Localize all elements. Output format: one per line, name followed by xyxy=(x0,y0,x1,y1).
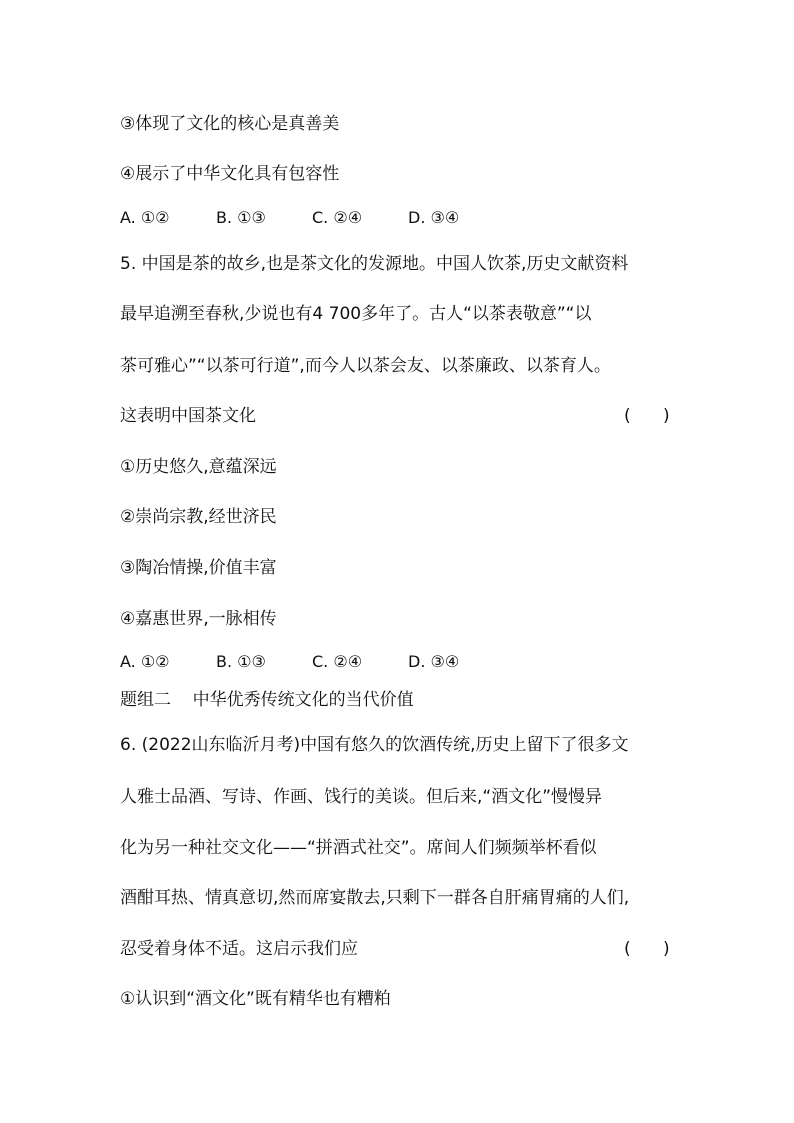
q4-option-c: C. ②④ xyxy=(312,208,363,227)
q4-option-b: B. ①③ xyxy=(216,208,266,227)
q5-item-4: ④嘉惠世界,一脉相传 xyxy=(120,609,277,629)
q5-stem-line-2: 最早追溯至春秋,少说也有4 700多年了。古人“以茶表敬意”“以 xyxy=(120,304,592,324)
q5-stem-line-3: 茶可雅心”“以茶可行道”,而今人以茶会友、以茶廉政、以茶育人。 xyxy=(120,356,611,376)
q4-option-d: D. ③④ xyxy=(408,208,460,227)
q6-answer-blank: ( ) xyxy=(624,939,670,959)
group-2-heading: 题组二 中华优秀传统文化的当代价值 xyxy=(120,690,414,710)
q6-stem-line-1: 6. (2022山东临沂月考)中国有悠久的饮酒传统,历史上留下了很多文 xyxy=(120,735,629,755)
q5-stem-line-4: 这表明中国茶文化 xyxy=(120,406,256,426)
q5-item-2: ②崇尚宗教,经世济民 xyxy=(120,507,277,527)
q5-option-b: B. ①③ xyxy=(216,652,266,671)
q5-answer-blank: ( ) xyxy=(624,406,670,426)
q5-option-d: D. ③④ xyxy=(408,652,460,671)
q6-stem-line-3: 化为另一种社交文化——“拼酒式社交”。席间人们频频举杯看似 xyxy=(120,838,597,858)
q6-stem-line-4: 酒酣耳热、情真意切,然而席宴散去,只剩下一群各自肝痛胃痛的人们, xyxy=(120,888,630,908)
q5-item-1: ①历史悠久,意蕴深远 xyxy=(120,457,277,477)
q4-option-a: A. ①② xyxy=(120,208,170,227)
q6-item-1: ①认识到“酒文化”既有精华也有糟粕 xyxy=(120,989,391,1009)
q5-stem-line-1: 5. 中国是茶的故乡,也是茶文化的发源地。中国人饮茶,历史文献资料 xyxy=(120,254,629,274)
q5-option-c: C. ②④ xyxy=(312,652,363,671)
q6-stem-line-5: 忍受着身体不适。这启示我们应 xyxy=(120,939,358,959)
q4-item-4: ④展示了中华文化具有包容性 xyxy=(120,164,340,184)
q5-option-a: A. ①② xyxy=(120,652,170,671)
q6-stem-line-2: 人雅士品酒、写诗、作画、饯行的美谈。但后来,“酒文化”慢慢异 xyxy=(120,787,603,807)
q5-item-3: ③陶冶情操,价值丰富 xyxy=(120,558,277,578)
q4-item-3: ③体现了文化的核心是真善美 xyxy=(120,114,340,134)
